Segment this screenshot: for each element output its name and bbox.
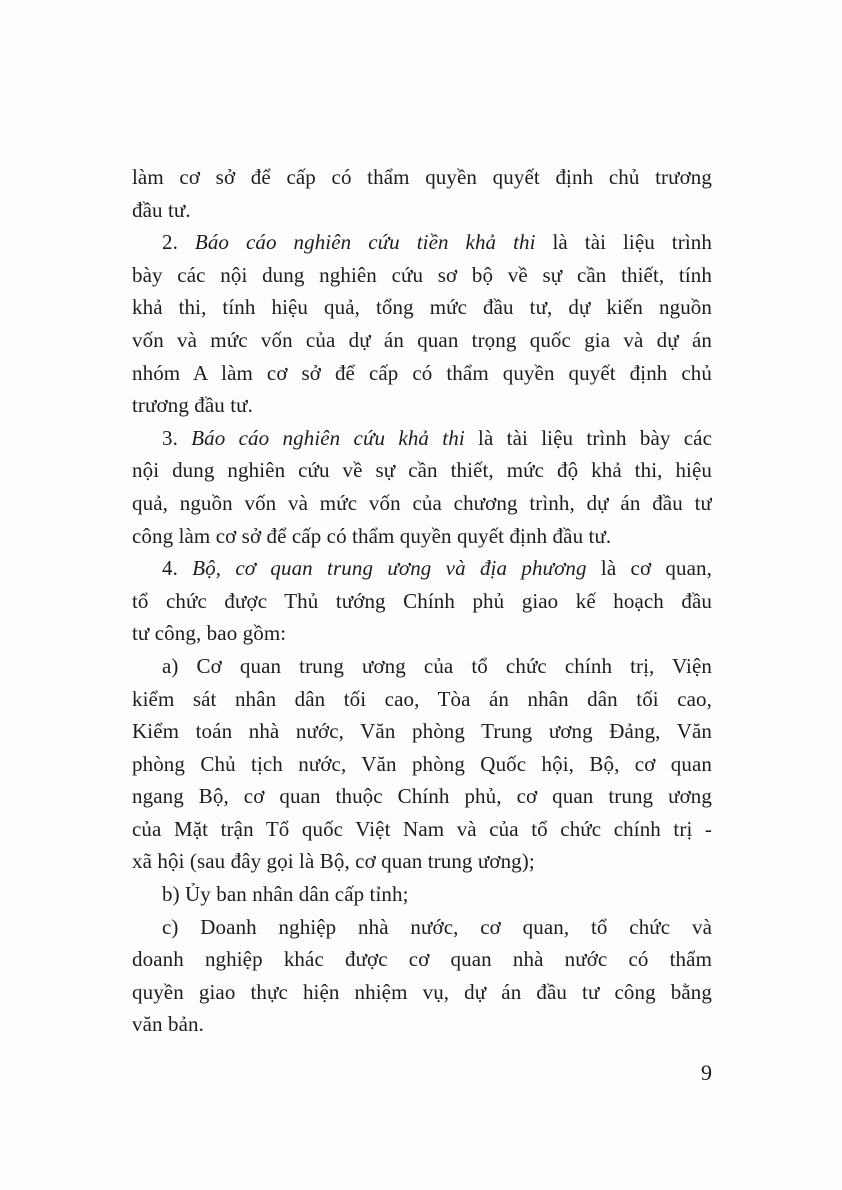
text-line bbox=[132, 813, 712, 846]
text-run: kiểm sát nhân dân tối cao, Tòa án nhân dân tối cao, bbox=[132, 686, 712, 711]
text-line bbox=[132, 226, 712, 259]
italic-term: Báo cáo nghiên cứu khả thi bbox=[191, 425, 465, 450]
text-run: là cơ quan, bbox=[586, 556, 712, 581]
text-run: 2. bbox=[162, 230, 195, 255]
text-run: là tài liệu trình bày các bbox=[464, 425, 712, 450]
text-run: a) Cơ quan trung ương của tổ chức chính trị, Viện bbox=[162, 653, 712, 678]
text-line bbox=[132, 487, 712, 520]
text-line bbox=[132, 291, 712, 324]
text-run: khả thi, tính hiệu quả, tổng mức đầu tư, dự kiến nguồn bbox=[132, 295, 712, 320]
text-line bbox=[132, 161, 712, 194]
text-run: phòng Chủ tịch nước, Văn phòng Quốc hội, Bộ, cơ quan bbox=[132, 751, 712, 776]
text-block bbox=[132, 161, 712, 1041]
text-line bbox=[132, 552, 712, 585]
text-line bbox=[132, 943, 712, 976]
text-run: của Mặt trận Tổ quốc Việt Nam và của tổ chức chính trị - bbox=[132, 816, 712, 841]
text-line bbox=[132, 878, 712, 911]
italic-term: Bộ, cơ quan trung ương và địa phương bbox=[192, 556, 587, 581]
text-run: 4. bbox=[162, 556, 193, 581]
text-line bbox=[132, 911, 712, 944]
text-line bbox=[132, 976, 712, 1009]
text-run: quả, nguồn vốn và mức vốn của chương trình, dự án đầu tư bbox=[132, 490, 712, 515]
text-line bbox=[132, 585, 712, 618]
text-run: xã hội (sau đây gọi là Bộ, cơ quan trung ương); bbox=[132, 849, 535, 874]
text-run: doanh nghiệp khác được cơ quan nhà nước có thẩm bbox=[132, 947, 712, 972]
text-run: 3. bbox=[162, 425, 192, 450]
text-line bbox=[132, 194, 712, 227]
text-line bbox=[132, 715, 712, 748]
text-run: công làm cơ sở để cấp có thẩm quyền quyết định đầu tư. bbox=[132, 523, 612, 548]
text-run: nội dung nghiên cứu về sự cần thiết, mức độ khả thi, hiệu bbox=[132, 458, 712, 483]
text-run: làm cơ sở để cấp có thẩm quyền quyết định chủ trương bbox=[132, 165, 712, 189]
text-run: ngang Bộ, cơ quan thuộc Chính phủ, cơ quan trung ương bbox=[132, 784, 712, 809]
text-line bbox=[132, 683, 712, 716]
text-run: c) Doanh nghiệp nhà nước, cơ quan, tổ chức và bbox=[162, 914, 712, 939]
text-run: là tài liệu trình bbox=[535, 230, 712, 255]
text-line bbox=[132, 357, 712, 390]
text-run: vốn và mức vốn của dự án quan trọng quốc gia và dự án bbox=[132, 327, 712, 352]
text-line bbox=[132, 1008, 712, 1041]
text-run: bày các nội dung nghiên cứu sơ bộ về sự cần thiết, tính bbox=[132, 262, 712, 287]
text-run: văn bản. bbox=[132, 1012, 204, 1037]
text-run: quyền giao thực hiện nhiệm vụ, dự án đầu tư công bằng bbox=[132, 979, 712, 1004]
text-line bbox=[132, 422, 712, 455]
text-run: đầu tư. bbox=[132, 197, 191, 222]
text-run: Kiểm toán nhà nước, Văn phòng Trung ương Đảng, Văn bbox=[132, 719, 712, 744]
text-run: tư công, bao gồm: bbox=[132, 621, 287, 646]
text-line bbox=[132, 845, 712, 878]
page-number: 9 bbox=[701, 1060, 712, 1085]
text-line bbox=[132, 650, 712, 683]
text-run: tổ chức được Thủ tướng Chính phủ giao kế hoạch đầu bbox=[132, 588, 712, 613]
text-run: b) Ủy ban nhân dân cấp tỉnh; bbox=[162, 882, 409, 907]
text-line bbox=[132, 389, 712, 422]
text-line bbox=[132, 617, 712, 650]
italic-term: Báo cáo nghiên cứu tiền khả thi bbox=[194, 230, 536, 255]
text-line bbox=[132, 259, 712, 292]
text-run: nhóm A làm cơ sở để cấp có thẩm quyền quyết định chủ bbox=[132, 360, 712, 385]
text-line bbox=[132, 324, 712, 357]
text-line bbox=[132, 454, 712, 487]
text-line bbox=[132, 748, 712, 781]
text-line bbox=[132, 520, 712, 553]
text-line bbox=[132, 780, 712, 813]
text-run: trương đầu tư. bbox=[132, 393, 254, 418]
